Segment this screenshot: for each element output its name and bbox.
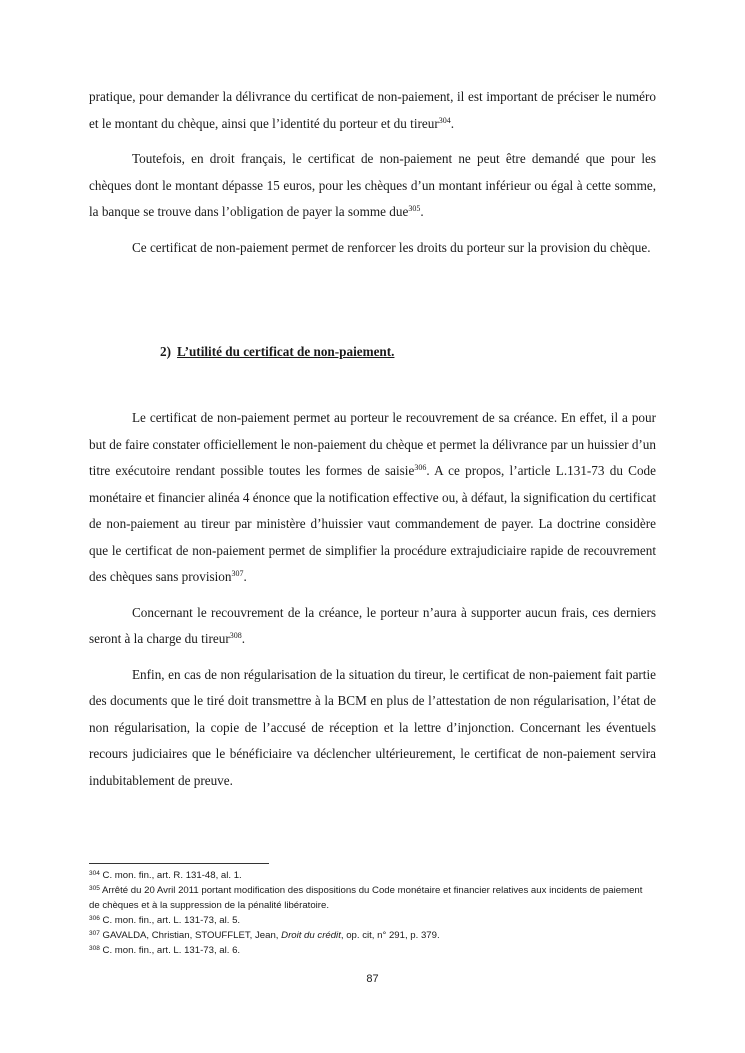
section-heading (160, 344, 394, 360)
footnote-ref-307[interactable]: 307 (231, 569, 244, 578)
footnote-ref-306[interactable]: 306 (414, 463, 427, 472)
page-number: 87 (366, 973, 379, 985)
footnote-305: $^{305}$ Arrêté du 20 Avril 2011 portant modification des dispositions du Code monétaire et financier relatives aux incidents de paiement de chèques et à la suppression de la pénalité libératoire. (89, 885, 643, 911)
section-number: 2) (160, 344, 171, 359)
paragraph-toutefois: Toutefois, en droit français, le certificat de non-paiement ne peut être demandé que pour les chèques dont le montant dépasse 15 euros, pour les chèques d’un montant inférieur ou égal à cette somme, la banque se trouve dans l’obligation de payer la somme due$^{305}$. (89, 151, 656, 219)
footnote-306: $^{306}$ C. mon. fin., art. L. 131-73, al. 5. (89, 915, 241, 926)
body-text-upper (89, 84, 656, 261)
body-text-lower (89, 405, 656, 794)
paragraph-continuation: pratique, pour demander la délivrance du certificat de non-paiement, il est important de préciser le numéro et le montant du chèque, ainsi que l’identité du porteur et du tireur$^{304}$. (89, 89, 656, 131)
paragraph-le-certificat: Le certificat de non-paiement permet au porteur le recouvrement de sa créance. En effet, il a pour but de faire constater officiellement le non-paiement du chèque et permet la délivrance par un huissier d’un titre exécutoire rendant possible toutes les formes de saisie$^{306}$. A ce propos, l’article L.131-73 du Code monétaire et financier alinéa 4 énonce que la notification effective ou, à défaut, la signification du certificat de non-paiement au tireur par ministère d’huissier vaut commandement de payer. La doctrine considère que le certificat de non-paiement permet de simplifier la procédure extrajudiciaire rapide de recouvrement des chèques sans provision$^{307}$. (89, 410, 656, 584)
paragraph-concernant: Concernant le recouvrement de la créance, le porteur n’aura à supporter aucun frais, ces derniers seront à la charge du tireur$^{308}$. (89, 604, 656, 646)
footnote-304: $^{304}$ C. mon. fin., art. R. 131-48, al. 1. (89, 870, 242, 881)
section-title: L’utilité du certificat de non-paiement. (177, 344, 395, 359)
footnote-separator (89, 863, 269, 864)
footnote-ref-308[interactable]: 308 (229, 631, 242, 640)
paragraph-ce-certificat: Ce certificat de non-paiement permet de renforcer les droits du porteur sur la provision du chèque. (132, 239, 651, 255)
footnotes (89, 868, 654, 958)
footnote-307: $^{307}$ GAVALDA, Christian, STOUFFLET, Jean, Droit du crédit, op. cit, n° 291, p. 379. (89, 930, 440, 941)
footnote-ref-304[interactable]: 304 (438, 115, 451, 125)
paragraph-enfin: Enfin, en cas de non régularisation de la situation du tireur, le certificat de non-paiement fait partie des documents que le tiré doit transmettre à la BCM en plus de l’attestation de non régularisation, l’état de non régularisation, la copie de l’accusé de réception et la lettre d’injonction. Concernant les éventuels recours judiciaires que le bénéficiaire va déclencher ultérieurement, le certificat de non-paiement servira indubitablement de preuve. (89, 666, 656, 788)
footnote-308: $^{308}$ C. mon. fin., art. L. 131-73, al. 6. (89, 945, 241, 956)
footnote-ref-305[interactable]: 305 (408, 204, 421, 213)
